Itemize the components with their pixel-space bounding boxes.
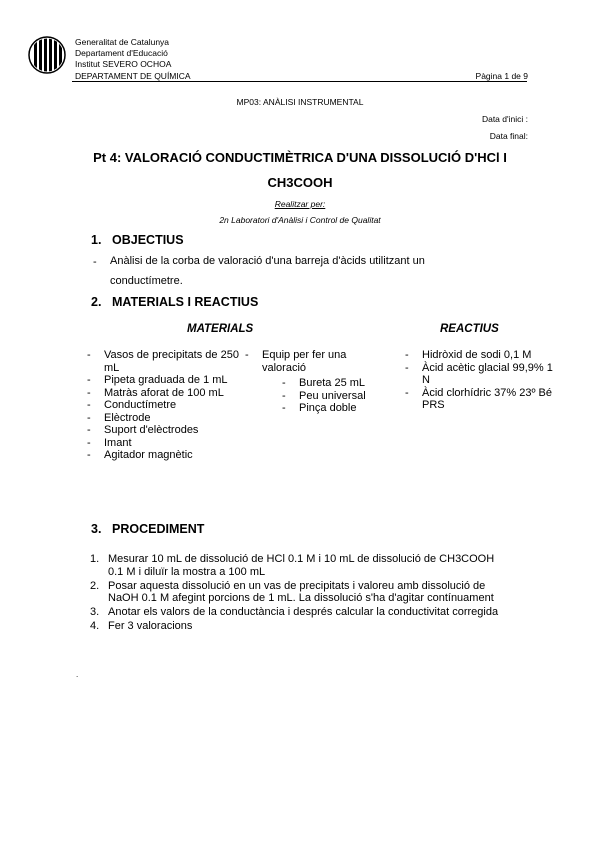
page-number: Pàgina 1 de 9 xyxy=(475,71,528,81)
page-title-line1: Pt 4: VALORACIÓ CONDUCTIMÈTRICA D'UNA DISSOLUCIÓ D'HCl I xyxy=(93,150,507,165)
realitzar-label: Realitzar per: xyxy=(274,199,326,209)
module-name: MP03: ANÀLISI INSTRUMENTAL xyxy=(236,97,364,107)
section-number: 2. xyxy=(91,295,102,309)
list-item: - Vasos de precipitats de 250 mL xyxy=(87,349,239,374)
procedure-step: 1. Mesurar 10 mL de dissolució de HCl 0.1 M i 10 mL de dissolució de CH3COOH 0.1 M i diluïr la mostra a 100 mL xyxy=(90,553,495,578)
list-item: - Equip per fer una valoració xyxy=(245,349,347,374)
list-item: - Peu universal xyxy=(282,389,366,402)
procedure-list xyxy=(90,553,510,634)
start-date-label: Data d'inici : xyxy=(481,114,528,124)
reactius-heading: REACTIUS xyxy=(440,323,499,335)
org-chem-department: DEPARTAMENT DE QUÍMICA xyxy=(75,71,191,81)
end-date-label: Data final: xyxy=(489,131,528,141)
list-item: - Pipeta graduada de 1 mL xyxy=(87,374,228,386)
list-item: - Àcid acètic glacial 99,9% 1 N xyxy=(405,361,553,386)
generalitat-logo-icon xyxy=(28,36,66,74)
list-item: - Imant xyxy=(87,436,132,449)
procedure-step: 3. Anotar els valors de la conductància i després calcular la conductivitat corregida xyxy=(90,606,499,618)
trailing-dot: . xyxy=(76,670,79,679)
page-title-line2: CH3COOH xyxy=(267,175,333,190)
materials-heading: MATERIALS xyxy=(187,323,254,335)
list-item: - Hidròxid de sodi 0,1 M xyxy=(405,349,532,361)
list-item: - Matràs aforat de 100 mL xyxy=(87,386,224,399)
org-department: Departament d'Educació xyxy=(75,48,168,58)
reactius-list xyxy=(405,349,555,412)
objective-text: Anàlisi de la corba de valoració d'una barreja d'àcids utilitzant un conductímetre. xyxy=(110,255,425,287)
org-institute: Institut SEVERO OCHOA xyxy=(75,59,172,69)
list-bullet: - xyxy=(93,256,97,268)
equipment-sublist xyxy=(282,377,402,415)
procedure-step: 2. Posar aquesta dissolució en un vas de precipitats i valoreu amb dissolució de NaOH 0.1 M afegint porcions de 1 mL. La dissolució s'ha d'agitar contínuament xyxy=(90,579,494,604)
lab-name: 2n Laboratori d'Anàlisi i Control de Qualitat xyxy=(219,215,381,225)
section-procediment xyxy=(91,522,204,536)
section-number: 1. xyxy=(91,233,102,247)
section-number: 3. xyxy=(91,522,102,536)
procedure-step: 4. Fer 3 valoracions xyxy=(90,620,193,632)
list-item: - Pinça doble xyxy=(282,402,357,414)
list-item: - Conductímetre xyxy=(87,399,177,411)
list-item: - Àcid clorhídric 37% 23º Bé PRS xyxy=(405,386,552,411)
header-rule xyxy=(72,81,527,82)
list-item: - Suport d'elèctrodes xyxy=(87,424,199,436)
section-title: MATERIALS I REACTIUS xyxy=(112,295,259,309)
list-item: - Elèctrode xyxy=(87,411,151,424)
list-item: - Agitador magnètic xyxy=(87,449,193,461)
org-name: Generalitat de Catalunya xyxy=(75,37,170,47)
equipment-list xyxy=(245,349,375,374)
materials-list xyxy=(87,349,247,462)
section-materials xyxy=(91,295,258,309)
section-title: PROCEDIMENT xyxy=(112,522,205,536)
section-objectius xyxy=(91,233,184,247)
section-title: OBJECTIUS xyxy=(112,233,184,247)
list-item: - Bureta 25 mL xyxy=(282,377,366,389)
